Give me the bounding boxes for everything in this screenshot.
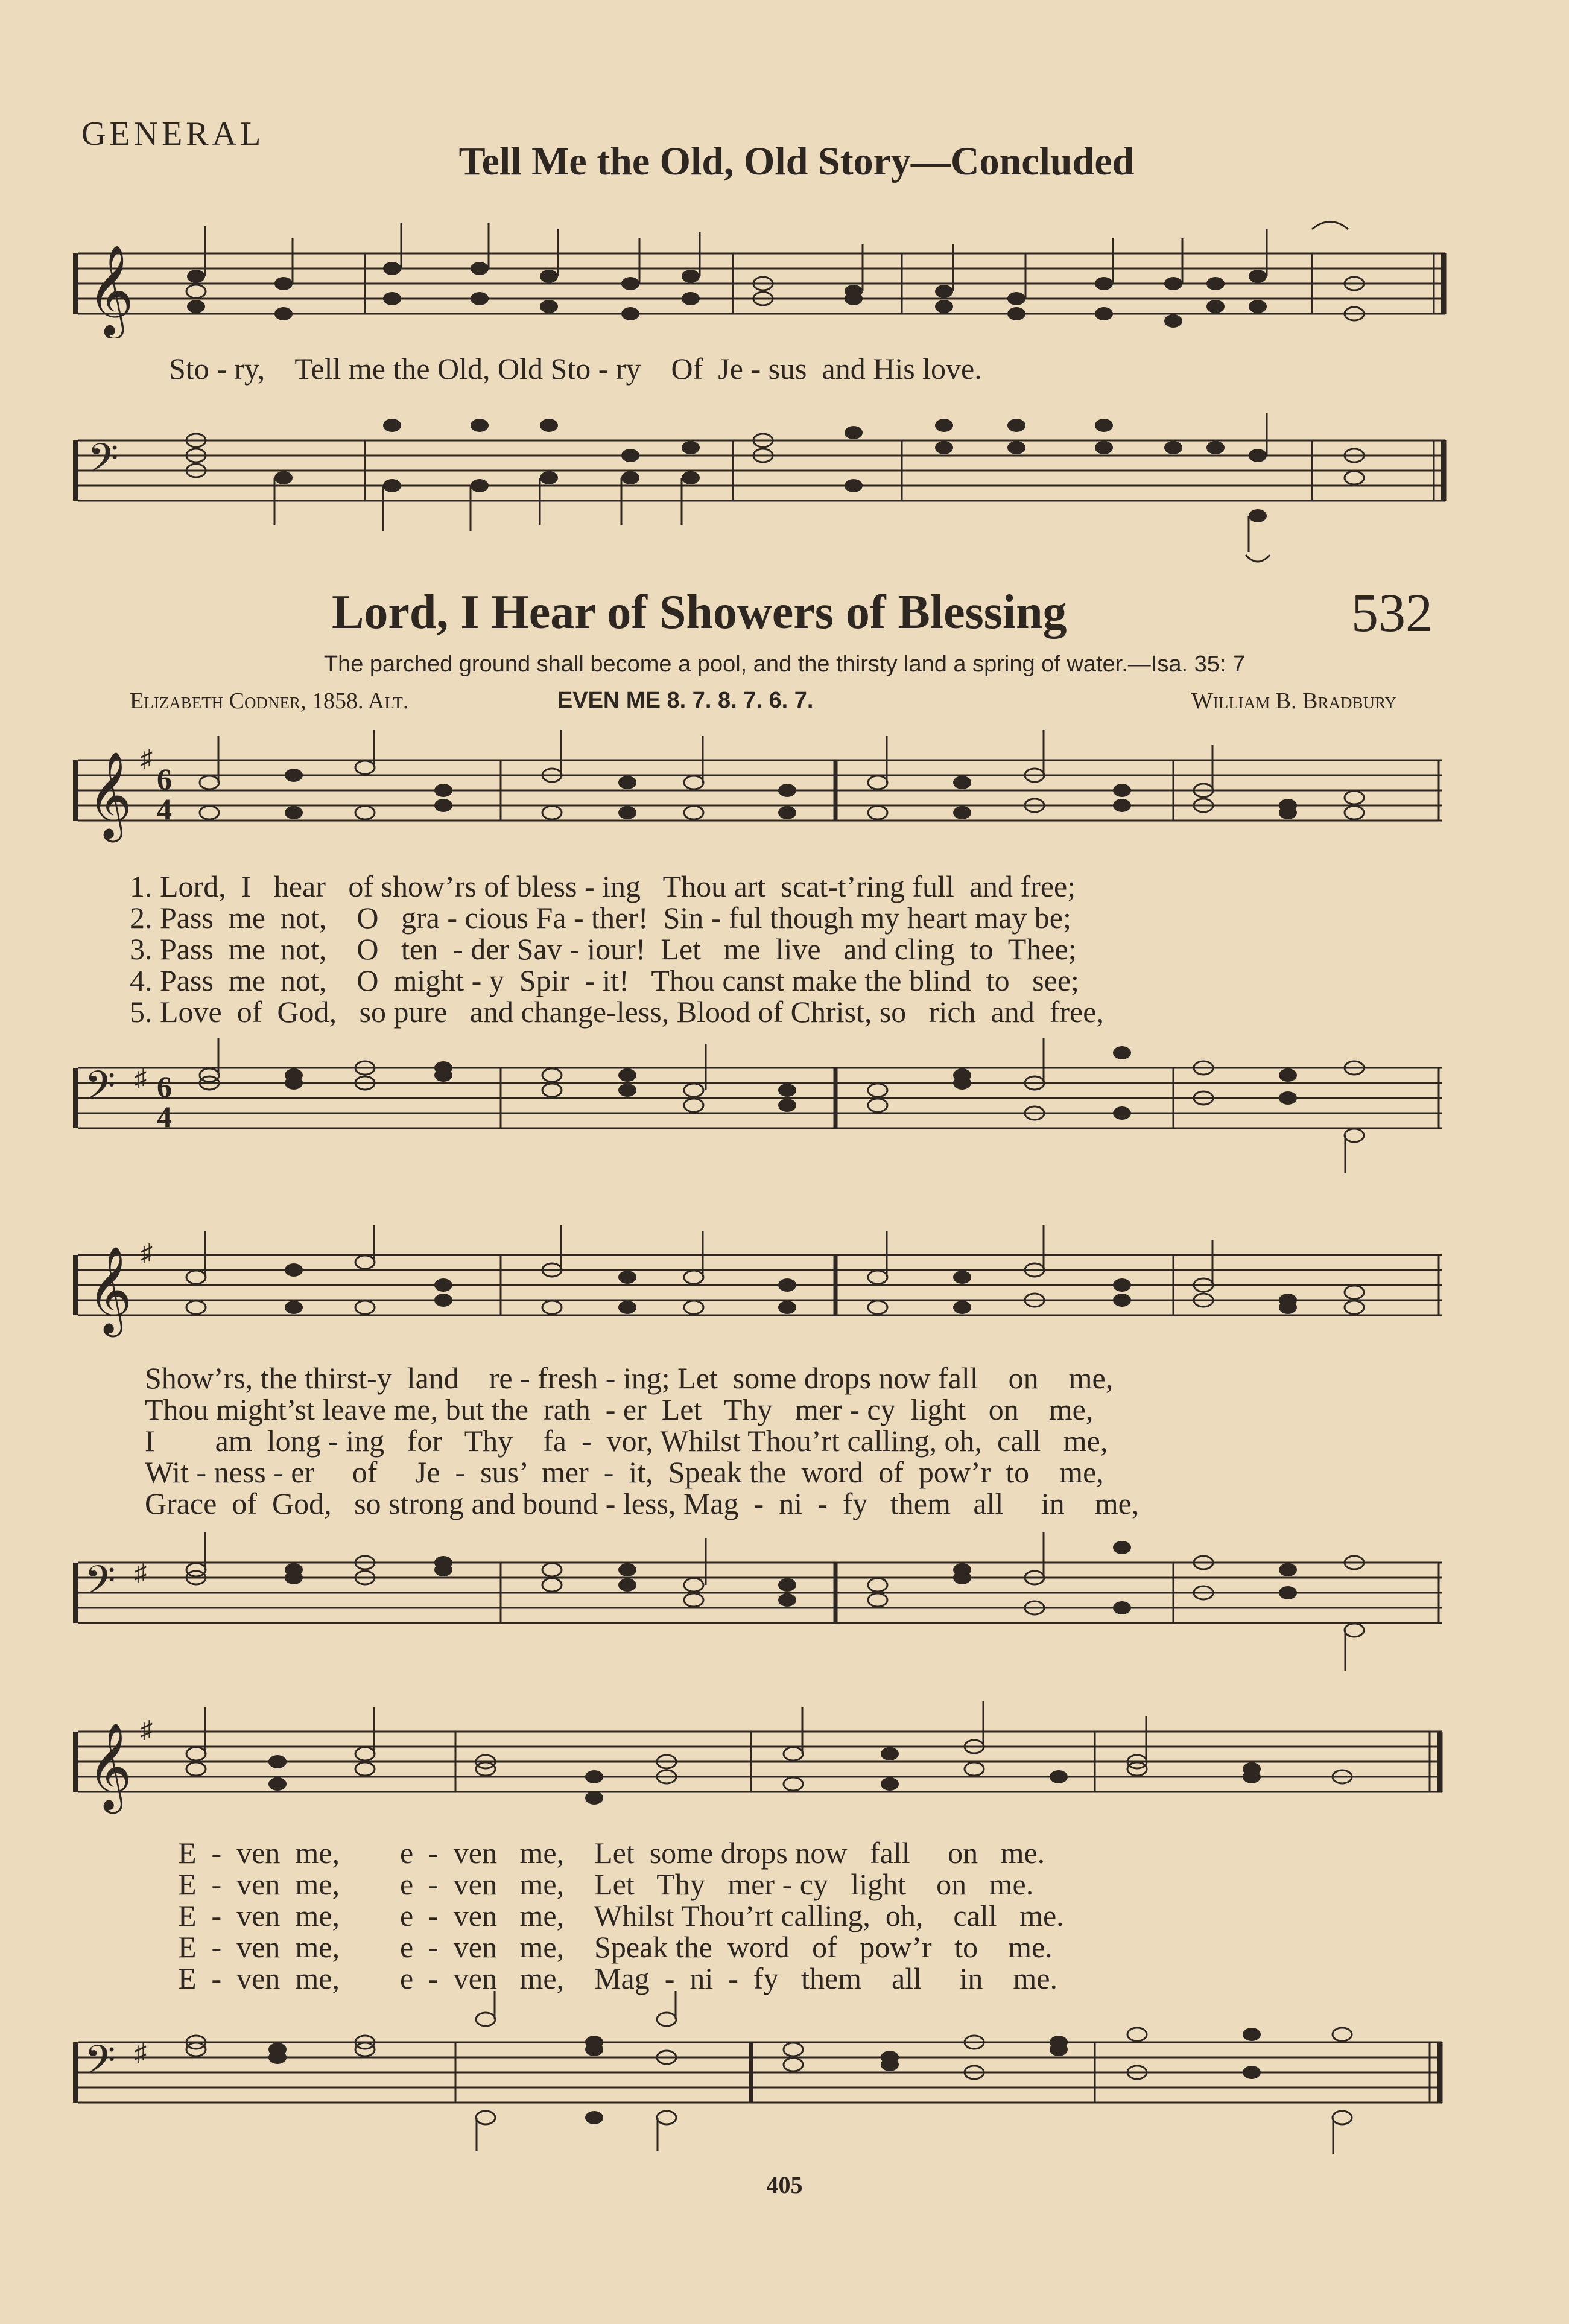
scripture-verse: The parched ground shall become a pool, and the thirsty land a spring of water.—Isa. 35: 7 [323,652,1246,677]
previous-hymn-title: Tell Me the Old, Old Story—Concluded [458,139,1135,183]
svg-text:6: 6 [157,1070,172,1103]
svg-text:6: 6 [157,762,172,796]
section-label: GENERAL [81,115,265,153]
staff-treble-3 [69,1701,1451,1834]
staff-bass-prev [69,410,1451,567]
verse-4-line-3: E - ven me, e - ven me, Speak the word of pow’r to me. [178,1930,1053,1964]
hymn-number: 532 [1351,583,1433,643]
credits-line [130,688,1396,714]
staff-treble-prev [69,217,1451,338]
verse-5-line-1: 5. Love of God, so pure and change-less, Blood of Christ, so rich and free, [130,995,1104,1029]
svg-text:𝄢: 𝄢 [87,435,119,491]
verse-4-line-1: 4. Pass me not, O might - y Spir - it! Thou canst make the blind to see; [130,964,1079,997]
svg-text:♯: ♯ [141,1716,153,1743]
verse-2-line-3: E - ven me, e - ven me, Let Thy mer - cy light on me. [178,1867,1034,1901]
composer: William B. Bradbury [1191,688,1396,714]
svg-text:♯: ♯ [135,1064,147,1091]
verse-3-line-3: E - ven me, e - ven me, Whilst Thou’rt calling, oh, call me. [178,1899,1064,1932]
staff-bass-2 [69,1520,1451,1683]
verse-5-line-3: E - ven me, e - ven me, Mag - ni - fy them all in me. [178,1961,1058,1995]
page-number: 405 [766,2171,803,2199]
svg-text:𝄞: 𝄞 [87,244,134,335]
verse-2-line-1: 2. Pass me not, O gra - cious Fa - ther! Sin - ful though my heart may be; [130,901,1071,935]
staff-bass-1 [69,1026,1451,1183]
hymn-title: Lord, I Hear of Showers of Blessing [332,586,1067,639]
verse-5-line-2: Grace of God, so strong and bound - less, Mag - ni - fy them all in me, [145,1487,1140,1520]
svg-text:♯: ♯ [141,745,153,772]
verse-1-line-1: 1. Lord, I hear of show’rs of bless - ing Thou art scat-t’ring full and free; [130,869,1076,903]
svg-text:𝄞: 𝄞 [87,751,132,839]
staff-bass-3 [69,1991,1451,2160]
svg-text:𝄞: 𝄞 [87,1246,132,1333]
author: Elizabeth Codner, 1858. Alt. [130,688,409,714]
svg-text:♯: ♯ [135,2039,147,2066]
staff-treble-2 [69,1225,1451,1345]
previous-hymn-lyric: Sto - ry, Tell me the Old, Old Sto - ry Of Je - sus and His love. [169,352,982,386]
svg-text:4: 4 [157,792,172,826]
svg-text:𝄞: 𝄞 [87,1722,132,1810]
staff-treble-1 [69,730,1451,851]
svg-text:♯: ♯ [141,1239,153,1266]
svg-text:𝄢: 𝄢 [84,1557,116,1613]
tune-name: EVEN ME 8. 7. 8. 7. 6. 7. [557,688,814,713]
verse-3-line-1: 3. Pass me not, O ten - der Sav - iour! Let me live and cling to Thee; [130,932,1077,966]
svg-text:𝄢: 𝄢 [84,1062,116,1119]
svg-text:♯: ♯ [135,1559,147,1586]
verse-1-line-3: E - ven me, e - ven me, Let some drops now fall on me. [178,1836,1045,1870]
verse-2-line-2: Thou might’st leave me, but the rath - er Let Thy mer - cy light on me, [145,1392,1094,1426]
verse-1-line-2: Show’rs, the thirst-y land re - fresh - ing; Let some drops now fall on me, [145,1361,1114,1395]
verse-4-line-2: Wit - ness - er of Je - sus’ mer - it, Speak the word of pow’r to me, [145,1455,1104,1489]
svg-text:4: 4 [157,1100,172,1134]
svg-text:𝄢: 𝄢 [84,2037,116,2093]
verse-3-line-2: I am long - ing for Thy fa - vor, Whilst Thou’rt calling, oh, call me, [145,1424,1108,1458]
